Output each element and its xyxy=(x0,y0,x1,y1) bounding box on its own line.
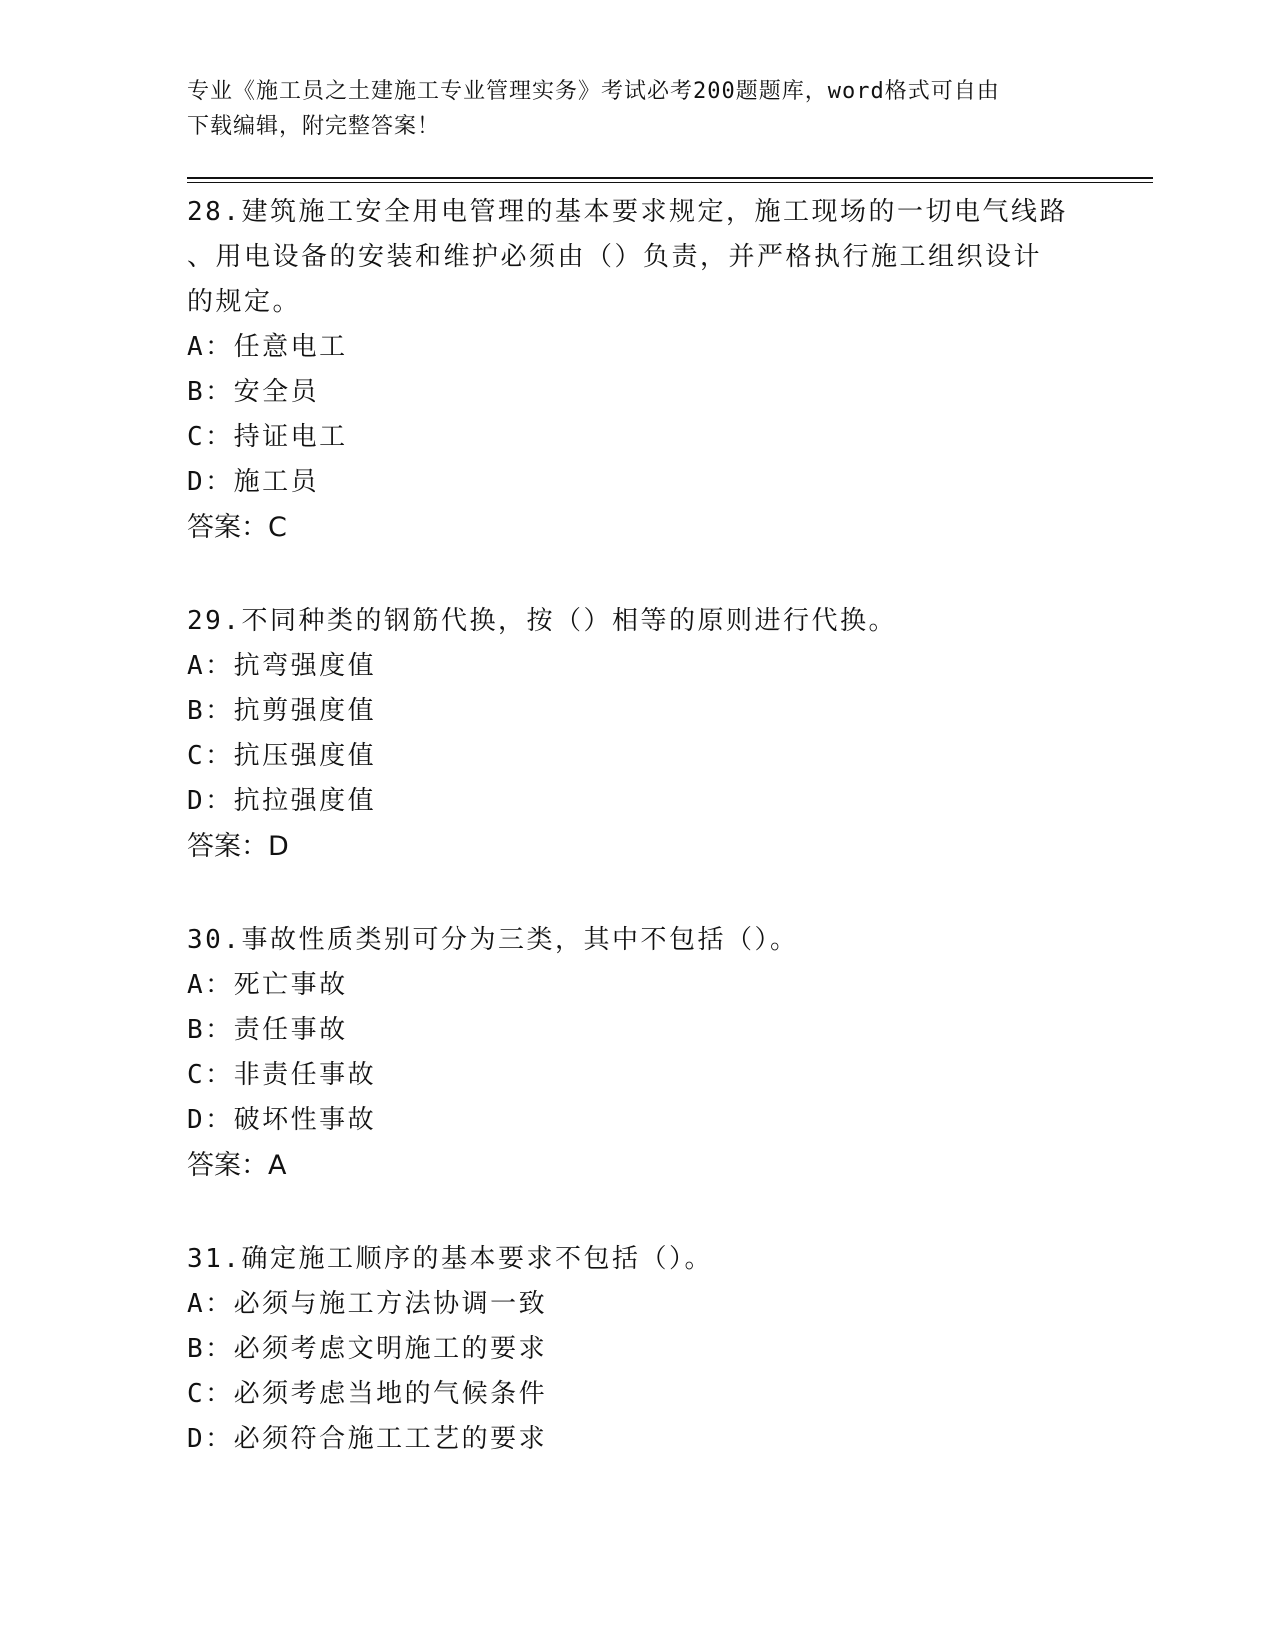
question-item xyxy=(187,599,1087,869)
option-c: C：非责任事故 xyxy=(187,1060,377,1090)
header-divider-thick xyxy=(187,177,1153,179)
header-divider-thin xyxy=(187,182,1153,183)
question-item xyxy=(187,1237,1087,1462)
option-b: B：必须考虑文明施工的要求 xyxy=(187,1334,548,1364)
option-a: A：任意电工 xyxy=(187,332,348,362)
answer-line: 答案：A xyxy=(187,1150,287,1181)
question-stem: 的规定。 xyxy=(187,287,302,317)
question-item xyxy=(187,190,1087,550)
option-b: B：责任事故 xyxy=(187,1015,348,1045)
option-d: D：施工员 xyxy=(187,467,320,497)
question-list xyxy=(187,190,1087,1462)
question-spacer xyxy=(187,550,1087,599)
question-spacer xyxy=(187,1188,1087,1237)
question-stem: 31.确定施工顺序的基本要求不包括（）。 xyxy=(187,1244,713,1274)
option-d: D：抗拉强度值 xyxy=(187,786,377,816)
header-line: 专业《施工员之土建施工专业管理实务》考试必考200题题库，word格式可自由 xyxy=(187,79,1000,104)
header-line: 下载编辑，附完整答案！ xyxy=(187,114,441,139)
option-c: C：持证电工 xyxy=(187,422,348,452)
option-c: C：抗压强度值 xyxy=(187,741,377,771)
option-a: A：必须与施工方法协调一致 xyxy=(187,1289,548,1319)
answer-line: 答案：C xyxy=(187,512,287,543)
answer-line: 答案：D xyxy=(187,831,289,862)
option-d: D：破坏性事故 xyxy=(187,1105,377,1135)
option-c: C：必须考虑当地的气候条件 xyxy=(187,1379,548,1409)
option-a: A：死亡事故 xyxy=(187,970,348,1000)
option-b: B：安全员 xyxy=(187,377,320,407)
question-stem: 、用电设备的安装和维护必须由（）负责，并严格执行施工组织设计 xyxy=(187,242,1043,272)
option-d: D：必须符合施工工艺的要求 xyxy=(187,1424,548,1454)
question-stem: 28.建筑施工安全用电管理的基本要求规定，施工现场的一切电气线路 xyxy=(187,197,1068,227)
option-b: B：抗剪强度值 xyxy=(187,696,377,726)
question-item xyxy=(187,918,1087,1188)
document-header xyxy=(187,74,1067,144)
question-stem: 29.不同种类的钢筋代换，按（）相等的原则进行代换。 xyxy=(187,606,897,636)
question-spacer xyxy=(187,869,1087,918)
option-a: A：抗弯强度值 xyxy=(187,651,377,681)
question-stem: 30.事故性质类别可分为三类，其中不包括（）。 xyxy=(187,925,799,955)
